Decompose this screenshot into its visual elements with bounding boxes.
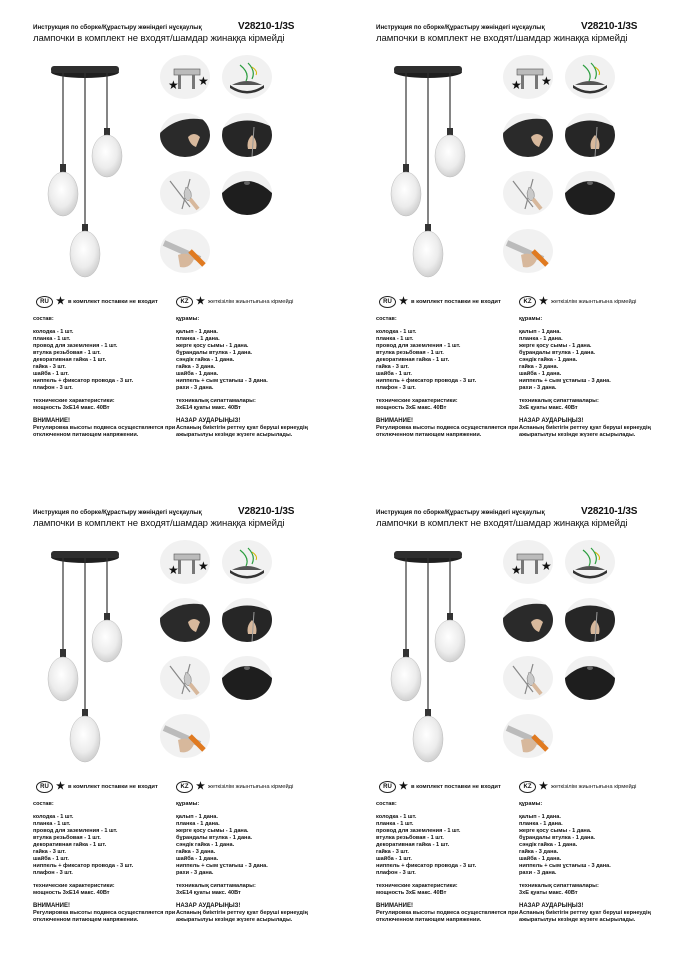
ru-item: плафон - 3 шт. xyxy=(33,870,73,876)
instruction-heading: Инструкция по сборке/Құрастыру жөніндегі нұсқаулық xyxy=(33,509,202,516)
kz-wattage: 3хЕ қуаты макс. 40Вт xyxy=(519,890,578,896)
kz-item: сәндік гайка - 1 дана. xyxy=(176,357,235,363)
lamp-shade xyxy=(435,135,465,177)
kz-warning-title: НАЗАР АУДАРЫҢЫЗ! xyxy=(176,903,241,909)
kz-item: жерге қосу сымы - 1 дана. xyxy=(519,343,592,349)
ru-item: декоративная гайка - 1 шт. xyxy=(33,357,107,363)
ru-badge: RU xyxy=(36,781,53,793)
lamp-shade xyxy=(70,231,100,277)
ru-item: ниппель + фиксатор провода - 3 шт. xyxy=(376,378,477,384)
kz-warning-text: Аспаның биіктігін реттеу қуат беруші кернеудің ажыратылуы кезінде жүзеге асырылады. xyxy=(519,425,651,438)
instruction-sheet-3 xyxy=(0,485,342,970)
kz-contents-title: құрамы: xyxy=(519,801,543,807)
ru-item: провод для заземления - 1 шт. xyxy=(376,343,461,349)
bulbs-note: лампочки в комплект не входят/шамдар жинаққа кірмейді xyxy=(33,33,285,44)
ru-warning-title: ВНИМАНИЕ! xyxy=(376,903,413,909)
lamp-shade xyxy=(92,620,122,662)
kz-spec-title: техникалық сипаттамалары: xyxy=(519,398,599,404)
kz-wattage: 3хЕ14 қуаты макс. 40Вт xyxy=(176,890,241,896)
canopy-mount-icon xyxy=(503,113,553,157)
canopy-dome-icon xyxy=(565,171,615,215)
ru-contents-title: состав: xyxy=(33,316,54,322)
kz-item: қалып - 1 дана. xyxy=(519,329,561,335)
canopy-wiring-icon xyxy=(565,55,615,99)
screwdriver-tighten-icon xyxy=(503,714,553,758)
kz-contents-title: құрамы: xyxy=(176,801,200,807)
instruction-heading: Инструкция по сборке/Құрастыру жөніндегі нұсқаулық xyxy=(376,509,545,516)
kz-legend-text: жеткізілім жиынтығына кірмейді xyxy=(550,299,637,305)
kz-item: рахи - 3 дана. xyxy=(176,870,214,876)
instruction-sheet-2 xyxy=(343,0,685,485)
canopy-wiring-icon xyxy=(222,55,272,99)
ru-spec-title: технические характеристики: xyxy=(376,398,458,404)
ru-warning-text: Регулировка высоты подвеса осуществляется при отключенном питающем напряжении. xyxy=(376,425,519,438)
cable-adjust-icon xyxy=(565,113,615,157)
ru-item: ниппель + фиксатор провода - 3 шт. xyxy=(33,378,134,384)
svg-text:★: ★ xyxy=(541,74,552,88)
ru-item: декоративная гайка - 1 шт. xyxy=(376,357,450,363)
kz-contents xyxy=(176,801,321,924)
ru-badge: RU xyxy=(379,781,396,793)
assembly-steps xyxy=(503,540,623,760)
ru-item: планка - 1 шт. xyxy=(33,336,71,342)
kz-item: гайка - 3 дана. xyxy=(176,849,216,855)
ru-item: плафон - 3 шт. xyxy=(376,385,416,391)
ru-contents xyxy=(33,801,178,924)
kz-contents-title: құрамы: xyxy=(519,316,543,322)
ru-item: колодка - 1 шт. xyxy=(376,329,417,335)
svg-text:★: ★ xyxy=(168,563,179,577)
ru-item: втулка резьбовая - 1 шт. xyxy=(33,835,101,841)
kz-item: планка - 1 дана. xyxy=(519,336,563,342)
star-icon: ★ xyxy=(56,296,65,307)
ru-item: декоративная гайка - 1 шт. xyxy=(376,842,450,848)
ru-item: гайка - 3 шт. xyxy=(376,849,409,855)
star-icon: ★ xyxy=(399,781,408,792)
kz-item: шайба - 1 дана. xyxy=(519,856,562,862)
ru-wattage: мощность 3хЕ макс. 40Вт xyxy=(376,890,447,896)
screwdriver-tighten-icon xyxy=(160,229,210,273)
ru-warning-text: Регулировка высоты подвеса осуществляется при отключенном питающем напряжении. xyxy=(33,910,176,923)
kz-badge: KZ xyxy=(176,781,193,793)
kz-item: планка - 1 дана. xyxy=(176,821,220,827)
kz-badge: KZ xyxy=(519,781,536,793)
svg-text:★: ★ xyxy=(511,78,522,92)
ru-item: провод для заземления - 1 шт. xyxy=(33,828,118,834)
ru-item: шайба - 1 шт. xyxy=(33,856,69,862)
kz-item: гайка - 3 дана. xyxy=(519,364,559,370)
lamp-shade xyxy=(391,657,421,701)
ru-item: плафон - 3 шт. xyxy=(376,870,416,876)
bracket-screws-icon xyxy=(503,55,553,99)
pendant-lamp-illustration xyxy=(25,44,145,289)
lamp-hook-icon xyxy=(503,656,553,700)
ru-item: планка - 1 шт. xyxy=(376,821,414,827)
ru-legend xyxy=(36,296,158,308)
ru-contents-title: состав: xyxy=(33,801,54,807)
svg-text:★: ★ xyxy=(198,74,209,88)
kz-warning-title: НАЗАР АУДАРЫҢЫЗ! xyxy=(519,418,584,424)
model-number: V28210-1/3S xyxy=(581,21,638,32)
kz-item: рахи - 3 дана. xyxy=(176,385,214,391)
kz-item: ниппель + сым ұстағыш - 3 дана. xyxy=(519,378,611,384)
kz-item: рахи - 3 дана. xyxy=(519,385,557,391)
kz-contents-title: құрамы: xyxy=(176,316,200,322)
kz-badge: KZ xyxy=(519,296,536,308)
ru-item: планка - 1 шт. xyxy=(376,336,414,342)
bracket-screws-icon xyxy=(160,540,210,584)
lamp-shade xyxy=(391,172,421,216)
cable-adjust-icon xyxy=(222,113,272,157)
pendant-lamp-illustration xyxy=(368,44,488,289)
ru-item: гайка - 3 шт. xyxy=(33,849,66,855)
kz-item: жерге қосу сымы - 1 дана. xyxy=(176,828,249,834)
ru-legend xyxy=(379,296,501,308)
ru-item: колодка - 1 шт. xyxy=(376,814,417,820)
kz-item: қалып - 1 дана. xyxy=(176,329,218,335)
canopy-mount-icon xyxy=(160,113,210,157)
canopy-wiring-icon xyxy=(222,540,272,584)
kz-legend xyxy=(176,781,293,793)
ru-item: втулка резьбовая - 1 шт. xyxy=(376,835,444,841)
ru-contents xyxy=(376,801,521,924)
canopy-mount-icon xyxy=(503,598,553,642)
kz-legend xyxy=(519,781,636,793)
kz-item: гайка - 3 дана. xyxy=(176,364,216,370)
kz-spec-title: техникалық сипаттамалары: xyxy=(176,398,256,404)
ru-item: планка - 1 шт. xyxy=(33,821,71,827)
ru-legend-text: в комплект поставки не входит xyxy=(67,784,158,790)
canopy-mount-icon xyxy=(160,598,210,642)
bulbs-note: лампочки в комплект не входят/шамдар жинаққа кірмейді xyxy=(376,518,628,529)
kz-legend xyxy=(519,296,636,308)
kz-item: сәндік гайка - 1 дана. xyxy=(176,842,235,848)
ru-item: шайба - 1 шт. xyxy=(33,371,69,377)
bracket-screws-icon xyxy=(503,540,553,584)
lamp-shade xyxy=(413,716,443,762)
kz-item: жерге қосу сымы - 1 дана. xyxy=(519,828,592,834)
kz-item: бұрандалы втулка - 1 дана. xyxy=(519,350,596,356)
canopy-wiring-icon xyxy=(565,540,615,584)
kz-wattage: 3хЕ қуаты макс. 40Вт xyxy=(519,405,578,411)
kz-warning-text: Аспаның биіктігін реттеу қуат беруші кернеудің ажыратылуы кезінде жүзеге асырылады. xyxy=(176,425,308,438)
ru-legend xyxy=(36,781,158,793)
canopy-dome-icon xyxy=(222,171,272,215)
star-icon: ★ xyxy=(399,296,408,307)
instruction-heading: Инструкция по сборке/Құрастыру жөніндегі нұсқаулық xyxy=(33,24,202,31)
ru-warning-text: Регулировка высоты подвеса осуществляется при отключенном питающем напряжении. xyxy=(33,425,176,438)
kz-item: бұрандалы втулка - 1 дана. xyxy=(176,835,253,841)
ru-wattage: мощность 3хЕ14 макс. 40Вт xyxy=(33,405,110,411)
lamp-shade xyxy=(70,716,100,762)
ru-item: втулка резьбовая - 1 шт. xyxy=(376,350,444,356)
ru-badge: RU xyxy=(379,296,396,308)
cable-adjust-icon xyxy=(222,598,272,642)
lamp-shade xyxy=(413,231,443,277)
lamp-hook-icon xyxy=(503,171,553,215)
assembly-steps xyxy=(160,55,280,275)
star-icon: ★ xyxy=(196,781,205,792)
svg-text:★: ★ xyxy=(198,559,209,573)
kz-item: бұрандалы втулка - 1 дана. xyxy=(519,835,596,841)
ru-item: гайка - 3 шт. xyxy=(33,364,66,370)
canopy-dome-icon xyxy=(565,656,615,700)
instruction-sheet-1 xyxy=(0,0,342,485)
ru-legend-text: в комплект поставки не входит xyxy=(410,784,501,790)
kz-badge: KZ xyxy=(176,296,193,308)
kz-legend xyxy=(176,296,293,308)
kz-item: шайба - 1 дана. xyxy=(176,856,219,862)
assembly-steps xyxy=(503,55,623,275)
ru-contents-title: состав: xyxy=(376,801,397,807)
svg-text:★: ★ xyxy=(168,78,179,92)
ru-legend-text: в комплект поставки не входит xyxy=(67,299,158,305)
ru-legend-text: в комплект поставки не входит xyxy=(410,299,501,305)
ru-item: шайба - 1 шт. xyxy=(376,371,412,377)
lamp-shade xyxy=(48,657,78,701)
kz-item: планка - 1 дана. xyxy=(519,821,563,827)
ru-item: провод для заземления - 1 шт. xyxy=(376,828,461,834)
kz-spec-title: техникалық сипаттамалары: xyxy=(519,883,599,889)
canopy-dome-icon xyxy=(222,656,272,700)
kz-item: қалып - 1 дана. xyxy=(176,814,218,820)
ru-item: ниппель + фиксатор провода - 3 шт. xyxy=(376,863,477,869)
bulbs-note: лампочки в комплект не входят/шамдар жинаққа кірмейді xyxy=(376,33,628,44)
kz-legend-text: жеткізілім жиынтығына кірмейді xyxy=(207,299,294,305)
kz-contents xyxy=(176,316,321,439)
ru-item: гайка - 3 шт. xyxy=(376,364,409,370)
kz-item: жерге қосу сымы - 1 дана. xyxy=(176,343,249,349)
kz-warning-title: НАЗАР АУДАРЫҢЫЗ! xyxy=(519,903,584,909)
ru-item: колодка - 1 шт. xyxy=(33,814,74,820)
kz-item: сәндік гайка - 1 дана. xyxy=(519,842,578,848)
ru-warning-title: ВНИМАНИЕ! xyxy=(376,418,413,424)
cable-adjust-icon xyxy=(565,598,615,642)
kz-warning-title: НАЗАР АУДАРЫҢЫЗ! xyxy=(176,418,241,424)
ru-contents xyxy=(33,316,178,439)
kz-item: сәндік гайка - 1 дана. xyxy=(519,357,578,363)
ru-warning-title: ВНИМАНИЕ! xyxy=(33,418,70,424)
ru-spec-title: технические характеристики: xyxy=(33,883,115,889)
kz-warning-text: Аспаның биіктігін реттеу қуат беруші кернеудің ажыратылуы кезінде жүзеге асырылады. xyxy=(176,910,308,923)
lamp-shade xyxy=(48,172,78,216)
ru-item: втулка резьбовая - 1 шт. xyxy=(33,350,101,356)
kz-contents xyxy=(519,801,664,924)
ru-contents xyxy=(376,316,521,439)
ru-spec-title: технические характеристики: xyxy=(376,883,458,889)
instruction-heading: Инструкция по сборке/Құрастыру жөніндегі нұсқаулық xyxy=(376,24,545,31)
star-icon: ★ xyxy=(539,781,548,792)
svg-text:★: ★ xyxy=(541,559,552,573)
lamp-hook-icon xyxy=(160,171,210,215)
model-number: V28210-1/3S xyxy=(238,506,295,517)
pendant-lamp-illustration xyxy=(368,529,488,774)
ru-spec-title: технические характеристики: xyxy=(33,398,115,404)
kz-legend-text: жеткізілім жиынтығына кірмейді xyxy=(207,784,294,790)
kz-item: шайба - 1 дана. xyxy=(176,371,219,377)
kz-item: қалып - 1 дана. xyxy=(519,814,561,820)
kz-item: ниппель + сым ұстағыш - 3 дана. xyxy=(176,863,268,869)
lamp-shade xyxy=(435,620,465,662)
star-icon: ★ xyxy=(196,296,205,307)
ru-item: плафон - 3 шт. xyxy=(33,385,73,391)
ru-badge: RU xyxy=(36,296,53,308)
screwdriver-tighten-icon xyxy=(503,229,553,273)
ru-legend xyxy=(379,781,501,793)
assembly-steps xyxy=(160,540,280,760)
svg-text:★: ★ xyxy=(511,563,522,577)
kz-item: ниппель + сым ұстағыш - 3 дана. xyxy=(519,863,611,869)
screwdriver-tighten-icon xyxy=(160,714,210,758)
ru-item: ниппель + фиксатор провода - 3 шт. xyxy=(33,863,134,869)
kz-item: гайка - 3 дана. xyxy=(519,849,559,855)
model-number: V28210-1/3S xyxy=(238,21,295,32)
star-icon: ★ xyxy=(539,296,548,307)
lamp-hook-icon xyxy=(160,656,210,700)
model-number: V28210-1/3S xyxy=(581,506,638,517)
instruction-sheet-4 xyxy=(343,485,685,970)
kz-item: рахи - 3 дана. xyxy=(519,870,557,876)
ru-contents-title: состав: xyxy=(376,316,397,322)
pendant-lamp-illustration xyxy=(25,529,145,774)
kz-item: планка - 1 дана. xyxy=(176,336,220,342)
kz-warning-text: Аспаның биіктігін реттеу қуат беруші кернеудің ажыратылуы кезінде жүзеге асырылады. xyxy=(519,910,651,923)
bracket-screws-icon xyxy=(160,55,210,99)
ru-item: декоративная гайка - 1 шт. xyxy=(33,842,107,848)
kz-spec-title: техникалық сипаттамалары: xyxy=(176,883,256,889)
ru-warning-text: Регулировка высоты подвеса осуществляется при отключенном питающем напряжении. xyxy=(376,910,519,923)
ru-wattage: мощность 3хЕ14 макс. 40Вт xyxy=(33,890,110,896)
star-icon: ★ xyxy=(56,781,65,792)
ru-item: колодка - 1 шт. xyxy=(33,329,74,335)
ru-item: шайба - 1 шт. xyxy=(376,856,412,862)
kz-wattage: 3хЕ14 қуаты макс. 40Вт xyxy=(176,405,241,411)
kz-item: бұрандалы втулка - 1 дана. xyxy=(176,350,253,356)
lamp-shade xyxy=(92,135,122,177)
kz-item: шайба - 1 дана. xyxy=(519,371,562,377)
bulbs-note: лампочки в комплект не входят/шамдар жинаққа кірмейді xyxy=(33,518,285,529)
kz-contents xyxy=(519,316,664,439)
ru-item: провод для заземления - 1 шт. xyxy=(33,343,118,349)
kz-legend-text: жеткізілім жиынтығына кірмейді xyxy=(550,784,637,790)
ru-warning-title: ВНИМАНИЕ! xyxy=(33,903,70,909)
kz-item: ниппель + сым ұстағыш - 3 дана. xyxy=(176,378,268,384)
ru-wattage: мощность 3хЕ макс. 40Вт xyxy=(376,405,447,411)
